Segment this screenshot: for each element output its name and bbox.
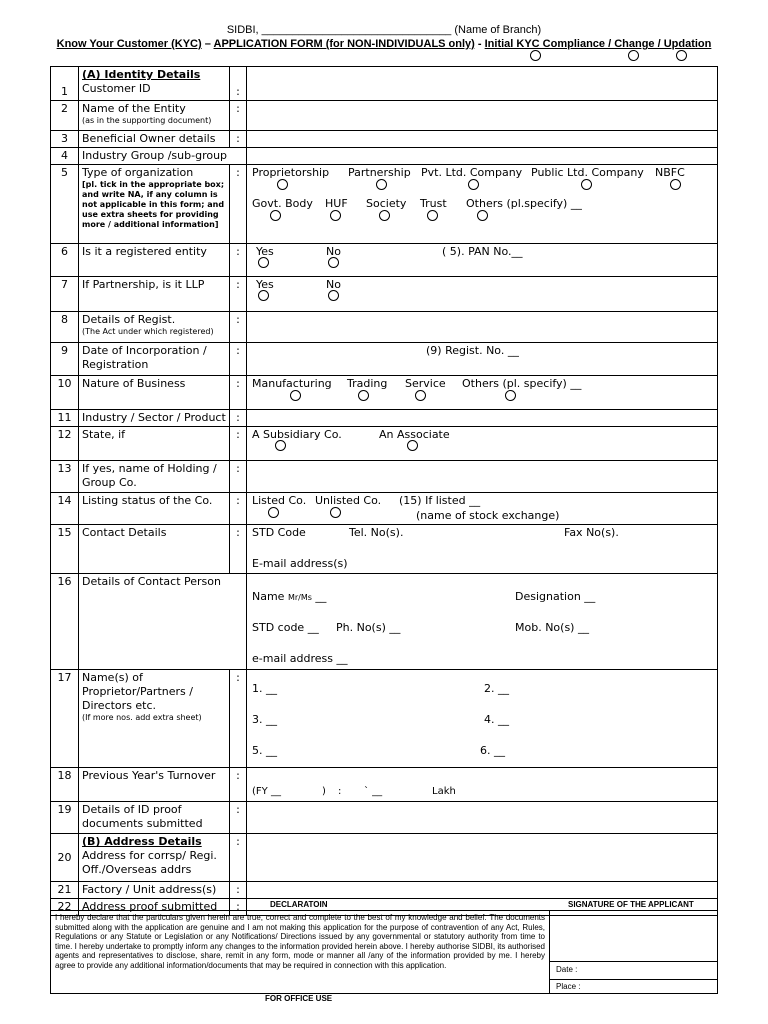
opt-listed[interactable]: Listed Co.: [252, 494, 307, 507]
contact-details-fields: [247, 525, 718, 574]
opt-label: Pvt. Ltd. Company: [421, 166, 523, 179]
colon: :: [230, 882, 247, 899]
title-dash: –: [201, 38, 214, 50]
row-number: 10: [51, 376, 79, 410]
opt-yes-label: Yes: [256, 278, 274, 291]
opt-others[interactable]: [466, 197, 582, 211]
row-number: 2: [51, 101, 79, 131]
form-row-21: [51, 882, 718, 899]
opt-partnership[interactable]: [348, 166, 411, 180]
form-row-15: [51, 525, 718, 574]
directors-fields: [247, 670, 718, 768]
radio-proprietorship[interactable]: [277, 179, 288, 190]
row-number: 22: [51, 899, 79, 916]
form-row-12: [51, 427, 718, 461]
industry-group-label: Industry Group /sub-group: [79, 148, 247, 165]
llp-options: [247, 277, 718, 312]
row-number: 12: [51, 427, 79, 461]
factory-address-field[interactable]: [247, 882, 718, 899]
form-row-10: [51, 376, 718, 410]
regist-details-label: Details of Regist.: [82, 313, 176, 326]
row-number: 9: [51, 343, 79, 376]
address-corrsp-label: Address for corrsp/ Regi. Off./Overseas addrs: [82, 849, 217, 876]
lakh-label: Lakh: [432, 786, 456, 797]
state-if-label: State, if: [79, 427, 230, 461]
opt-label: Society: [366, 197, 407, 210]
industry-group-field[interactable]: [247, 148, 718, 165]
compliance-title: Initial KYC Compliance / Change / Updation: [484, 38, 712, 50]
radio-others[interactable]: [477, 210, 488, 221]
opt-label: Partnership: [348, 166, 411, 179]
opt-label: Others (pl.specify) __: [466, 197, 582, 210]
opt-no-label: No: [326, 245, 341, 258]
opt-public-ltd[interactable]: [531, 166, 644, 180]
form-row-20: [51, 834, 718, 882]
form-title: [0, 38, 768, 50]
business-nature-label: Nature of Business: [79, 376, 230, 410]
opt-unlisted[interactable]: Unlisted Co.: [315, 494, 382, 507]
form-row-14: [51, 493, 718, 525]
row-number: 1: [51, 67, 79, 101]
directors-sub: (If more nos. add extra sheet): [82, 713, 202, 722]
entity-name-sub: (as in the supporting document): [82, 116, 212, 125]
opt-trust[interactable]: [420, 197, 447, 211]
opt-associate[interactable]: An Associate: [379, 428, 450, 441]
row-number: 8: [51, 312, 79, 343]
contact-mob-field[interactable]: Mob. No(s) __: [515, 621, 589, 634]
colon: :: [230, 670, 247, 768]
opt-nbfc[interactable]: [655, 166, 685, 180]
opt-subsidiary[interactable]: A Subsidiary Co.: [252, 428, 342, 441]
signature-box[interactable]: [550, 911, 718, 962]
opt-label: Public Ltd. Company: [531, 166, 644, 179]
opt-label: Trust: [420, 197, 447, 210]
opt-yes-label: Yes: [256, 245, 274, 258]
opt-label: Govt. Body: [252, 197, 313, 210]
row-label: [79, 670, 230, 768]
row-number: 3: [51, 131, 79, 148]
colon: :: [230, 427, 247, 461]
director-1-field[interactable]: 1. __: [252, 682, 277, 695]
radio-govt-body[interactable]: [270, 210, 281, 221]
colon: :: [230, 410, 247, 427]
colon: :: [230, 461, 247, 493]
radio-subsidiary[interactable]: [275, 440, 286, 451]
form-row-5: [51, 165, 718, 244]
form-row-9: [51, 343, 718, 376]
org-type-label: Type of organization: [82, 166, 194, 179]
row-number: 18: [51, 768, 79, 802]
form-row-18: [51, 768, 718, 802]
radio-llp-no[interactable]: [328, 290, 339, 301]
director-5-field[interactable]: 5. __: [252, 744, 277, 757]
updation-radio[interactable]: [676, 50, 687, 61]
form-row-3: [51, 131, 718, 148]
mr-ms-label: Mr/Ms: [287, 593, 312, 602]
director-2-field[interactable]: 2. __: [484, 682, 509, 695]
form-row-8: [51, 312, 718, 343]
fy-close-paren: ): [322, 786, 326, 797]
designation-field[interactable]: Designation __: [515, 590, 596, 603]
contact-email-field[interactable]: e-mail address __: [252, 652, 348, 665]
director-3-field[interactable]: 3. __: [252, 713, 277, 726]
radio-manufacturing[interactable]: [290, 390, 301, 401]
state-if-options: [247, 427, 718, 461]
form-row-1: [51, 67, 718, 101]
colon: :: [230, 525, 247, 574]
colon: :: [230, 277, 247, 312]
stock-exchange-label: (name of stock exchange): [416, 509, 560, 522]
contact-person-fields: [247, 574, 718, 670]
form-row-16: [51, 574, 718, 670]
date-field[interactable]: Date :: [550, 962, 718, 980]
turnover-colon: :: [338, 786, 342, 797]
std-code-field[interactable]: STD Code: [252, 526, 306, 539]
name-label: Name: [252, 590, 285, 603]
registered-entity-label: Is it a registered entity: [79, 244, 230, 277]
declaration-text: I hereby declare that the particulars given herein are true, correct and complete to the best of my knowledge and belief. The documents submitted along with the application are genuine and I am not making this application for the purpose of contravention of any Act, Rules, Regulations or any Statute or Legislation or any Notifications/ Directions issued by any governmental or statutory authority from time to time. I hereby undertake to promptly inform any changes to the information provided herein above. I hereby authorise SIDBI, its authorised agents and representatives to disclose, share, remit in any form, mode or manner all /any of the information provided by me. I hereby agree to provide any additional information/documents that may be required in connection with this application.: [51, 911, 550, 994]
industry-sector-label: Industry / Sector / Product: [79, 410, 230, 427]
colon: :: [230, 165, 247, 244]
declaration-title: DECLARATOIN: [270, 900, 328, 909]
radio-listed[interactable]: [268, 507, 279, 518]
id-proof-label: Details of ID proof documents submitted: [79, 802, 230, 834]
opt-label: HUF: [325, 197, 348, 210]
radio-service[interactable]: [415, 390, 426, 401]
section-b-title: (B) Address Details: [82, 835, 202, 848]
form-header-branch: [0, 24, 768, 36]
contact-name-field[interactable]: [252, 590, 326, 604]
row-number: 4: [51, 148, 79, 165]
colon: :: [230, 67, 247, 101]
opt-service[interactable]: Service: [405, 377, 446, 390]
form-row-11: [51, 410, 718, 427]
business-nature-options: [247, 376, 718, 410]
colon: :: [230, 244, 247, 277]
turnover-label: Previous Year's Turnover: [79, 768, 230, 802]
row-number: 21: [51, 882, 79, 899]
radio-nbfc[interactable]: [670, 179, 681, 190]
listing-status-options: [247, 493, 718, 525]
customer-id-label: Customer ID: [82, 82, 151, 95]
entity-name-field[interactable]: [247, 101, 718, 131]
form-row-6: [51, 244, 718, 277]
radio-registered-yes[interactable]: [258, 257, 269, 268]
radio-huf[interactable]: [330, 210, 341, 221]
title-separator: -: [474, 38, 485, 50]
incorporation-date-label: Date of Incorporation / Registration: [79, 343, 230, 376]
radio-registered-no[interactable]: [328, 257, 339, 268]
colon: :: [230, 312, 247, 343]
if-listed-field[interactable]: (15) If listed __: [399, 494, 481, 507]
incorporation-date-field[interactable]: [247, 343, 718, 376]
director-6-field[interactable]: 6. __: [480, 744, 505, 757]
radio-llp-yes[interactable]: [258, 290, 269, 301]
beneficial-owner-field[interactable]: [247, 131, 718, 148]
turnover-amount-field[interactable]: ` __: [364, 786, 383, 797]
section-a-title: (A) Identity Details: [82, 68, 201, 81]
form-row-7: [51, 277, 718, 312]
colon: :: [230, 834, 247, 882]
tel-no-field[interactable]: Tel. No(s).: [349, 526, 404, 539]
signature-title: SIGNATURE OF THE APPLICANT: [568, 900, 694, 909]
row-number: 19: [51, 802, 79, 834]
opt-huf[interactable]: [325, 197, 348, 211]
factory-address-label: Factory / Unit address(s): [79, 882, 230, 899]
kyc-form-table: [50, 66, 718, 916]
regist-details-field[interactable]: [247, 312, 718, 343]
form-row-4: [51, 148, 718, 165]
row-number: 5: [51, 165, 79, 244]
holding-co-label: If yes, name of Holding / Group Co.: [79, 461, 230, 493]
listing-status-label: Listing status of the Co.: [79, 493, 230, 525]
form-row-13: [51, 461, 718, 493]
colon: :: [230, 131, 247, 148]
colon: :: [230, 343, 247, 376]
contact-details-label: Contact Details: [79, 525, 230, 574]
directors-label: Name(s) of Proprietor/Partners / Directors etc.: [82, 671, 193, 712]
radio-society[interactable]: [379, 210, 390, 221]
pan-no-field[interactable]: ( 5). PAN No.__: [442, 245, 523, 258]
row-number: 16: [51, 574, 79, 670]
contact-person-label: Details of Contact Person: [79, 574, 247, 670]
customer-id-field[interactable]: [247, 67, 718, 101]
place-field[interactable]: Place :: [550, 980, 718, 994]
row-number: 13: [51, 461, 79, 493]
address-proof-label: Address proof submitted: [79, 899, 230, 916]
registered-entity-options: [247, 244, 718, 277]
row-number: 11: [51, 410, 79, 427]
branch-line: SIDBI, _______________________________: [226, 24, 452, 36]
opt-others-business[interactable]: Others (pl. specify) __: [462, 377, 582, 390]
contact-ph-field[interactable]: Ph. No(s) __: [336, 621, 401, 634]
application-form-title: APPLICATION FORM (for NON-INDIVIDUALS only): [213, 38, 475, 50]
radio-public-ltd[interactable]: [581, 179, 592, 190]
radio-pvt-ltd[interactable]: [468, 179, 479, 190]
form-row-19: [51, 802, 718, 834]
beneficial-owner-label: Beneficial Owner details: [79, 131, 230, 148]
opt-pvt-ltd[interactable]: [421, 166, 522, 180]
fax-no-field[interactable]: Fax No(s).: [564, 526, 619, 539]
row-label: [79, 101, 230, 131]
opt-society[interactable]: [366, 197, 406, 211]
form-row-17: [51, 670, 718, 768]
turnover-fields: [247, 768, 718, 802]
industry-sector-field[interactable]: [247, 410, 718, 427]
kyc-title: Know Your Customer (KYC): [56, 38, 202, 50]
id-proof-field[interactable]: [247, 802, 718, 834]
radio-others-business[interactable]: [505, 390, 516, 401]
llp-label: If Partnership, is it LLP: [79, 277, 230, 312]
email-field[interactable]: E-mail address(s): [252, 557, 348, 570]
radio-partnership[interactable]: [376, 179, 387, 190]
initial-kyc-radio[interactable]: [530, 50, 541, 61]
declaration-table: [50, 910, 718, 994]
colon: :: [230, 768, 247, 802]
opt-label: Proprietorship: [252, 166, 330, 179]
row-label: [79, 67, 230, 101]
colon: :: [230, 899, 247, 916]
row-number: 20: [51, 834, 79, 882]
row-label: [79, 165, 230, 244]
opt-govt-body[interactable]: [252, 197, 313, 211]
row-label: [79, 312, 230, 343]
row-number: 15: [51, 525, 79, 574]
form-row-2: [51, 101, 718, 131]
opt-label: NBFC: [655, 166, 685, 179]
row-number: 6: [51, 244, 79, 277]
contact-std-field[interactable]: STD code __: [252, 621, 319, 634]
regist-no-field[interactable]: (9) Regist. No. __: [426, 344, 519, 357]
opt-no-label: No: [326, 278, 341, 291]
colon: :: [230, 493, 247, 525]
radio-unlisted[interactable]: [330, 507, 341, 518]
opt-proprietorship[interactable]: [252, 166, 329, 180]
branch-label: (Name of Branch): [454, 24, 542, 36]
opt-trading[interactable]: Trading: [347, 377, 388, 390]
radio-trading[interactable]: [358, 390, 369, 401]
name-blank: __: [315, 590, 327, 603]
fy-field[interactable]: (FY __: [252, 786, 281, 797]
office-use-label: FOR OFFICE USE: [265, 994, 333, 1003]
regist-details-sub: (The Act under which registered): [82, 327, 214, 336]
entity-name-label: Name of the Entity: [82, 102, 186, 115]
row-label: [79, 834, 230, 882]
row-number: 17: [51, 670, 79, 768]
row-number: 7: [51, 277, 79, 312]
colon: :: [230, 376, 247, 410]
radio-trust[interactable]: [427, 210, 438, 221]
opt-manufacturing[interactable]: Manufacturing: [252, 377, 332, 390]
change-radio[interactable]: [628, 50, 639, 61]
org-type-options: [247, 165, 718, 244]
colon: :: [230, 101, 247, 131]
org-type-note: [pl. tick in the appropriate box; and write NA, if any column is not applicable in this form; and use extra sheets for providing more / additional information]: [82, 180, 225, 229]
director-4-field[interactable]: 4. __: [484, 713, 509, 726]
address-corrsp-field[interactable]: [247, 834, 718, 882]
row-number: 14: [51, 493, 79, 525]
colon: :: [230, 802, 247, 834]
holding-co-field[interactable]: [247, 461, 718, 493]
radio-associate[interactable]: [407, 440, 418, 451]
